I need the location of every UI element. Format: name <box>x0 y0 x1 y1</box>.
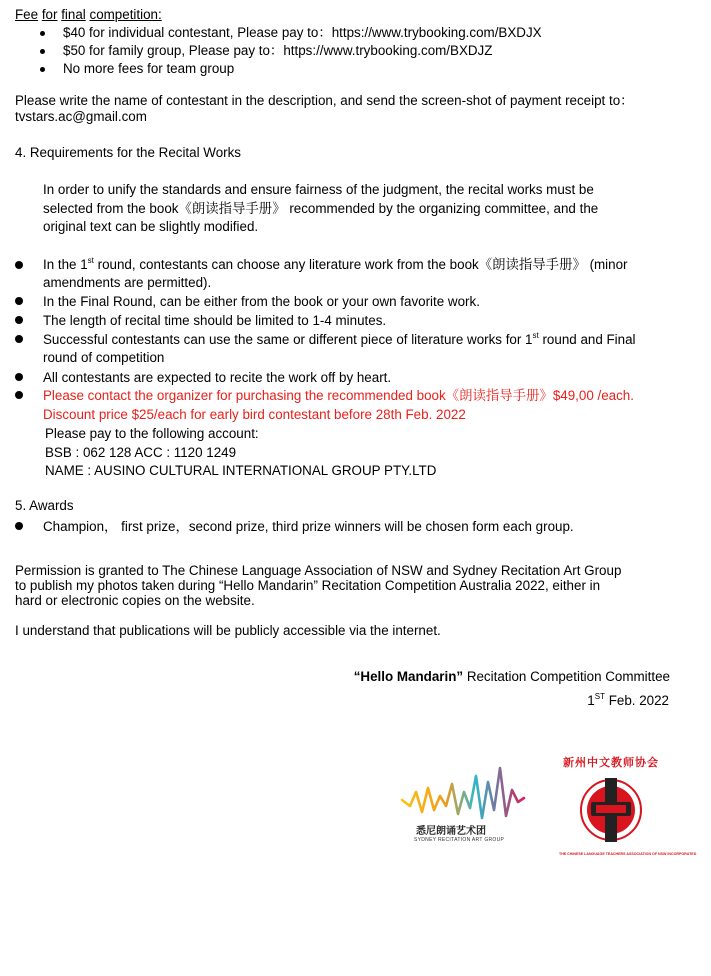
fee-note-email: tvstars.ac@gmail.com <box>15 109 147 124</box>
fee-heading-word: competition: <box>89 7 162 22</box>
bullet-dot <box>15 391 23 399</box>
account-line: BSB : 062 128 ACC : 1120 1249 <box>45 445 237 460</box>
sydney-logo-en: SYDNEY RECITATION ART GROUP <box>414 837 505 843</box>
fee-item-team: No more fees for team group <box>63 61 235 76</box>
requirement-first-round-cont: amendments are permitted). <box>43 275 212 290</box>
account-line: NAME : AUSINO CULTURAL INTERNATIONAL GROUP PTY.LTD <box>45 463 437 478</box>
committee-name <box>354 668 670 686</box>
fee-heading-word: for <box>41 7 58 22</box>
requirement-same-work <box>43 331 636 349</box>
committee-quoted: “Hello Mandarin” <box>353 669 464 684</box>
seal-en-text: THE CHINESE LANGUAGE TEACHERS ASSOCIATION OF NSW INCORPORATED <box>559 852 697 856</box>
section4-heading: 4. Requirements for the Recital Works <box>15 145 241 160</box>
publication-statement: I understand that publications will be publicly accessible via the internet. <box>15 623 441 638</box>
requirement-first-round <box>43 256 628 274</box>
sydney-logo-cn: 悉尼朗诵艺术团 <box>416 826 486 837</box>
section4-intro-line: selected from the book《朗读指导手册》 recommended by the organizing committee, and the <box>43 201 599 216</box>
bullet-dot <box>40 49 45 54</box>
bullet-dot <box>15 316 23 324</box>
seal-cn-text: 新州中文教师协会 <box>563 756 659 769</box>
bullet-dot <box>40 31 45 36</box>
requirement-final-round: In the Final Round, can be either from the book or your own favorite work. <box>43 294 480 309</box>
permission-line: to publish my photos taken during “Hello Mandarin” Recitation Competition Australia 2022, either in <box>15 578 601 593</box>
bullet-dot <box>15 335 23 343</box>
fee-item-individual: $40 for individual contestant, Please pay to：https://www.trybooking.com/BXDJX <box>63 25 542 40</box>
signature-date <box>587 692 669 710</box>
date-text: 1 <box>587 693 595 708</box>
seal-emblem-icon <box>555 754 697 866</box>
bullet-dot <box>15 261 23 269</box>
superscript: ST <box>594 691 605 701</box>
bullet-dot <box>15 373 23 381</box>
requirement-time: The length of recital time should be limited to 1-4 minutes. <box>43 313 387 328</box>
requirement-text: Successful contestants can use the same or different piece of literature works for 1 <box>43 332 533 347</box>
sydney-recitation-logo <box>398 762 528 846</box>
awards-item: Champion， first prize，second prize, third prize winners will be chosen form each group. <box>43 519 574 534</box>
section4-intro-line: original text can be slightly modified. <box>43 219 259 234</box>
teachers-association-seal <box>555 754 697 866</box>
requirement-same-work-cont: round of competition <box>43 350 165 365</box>
fee-item-family: $50 for family group, Please pay to：https://www.trybooking.com/BXDJZ <box>63 43 493 58</box>
permission-line: hard or electronic copies on the website. <box>15 593 255 608</box>
book-purchase-notice: Please contact the organizer for purchasing the recommended book《朗读指导手册》$49,00 /each. <box>43 388 634 403</box>
superscript: st <box>87 255 94 265</box>
fee-heading-word: Fee <box>15 7 39 22</box>
early-bird-discount: Discount price $25/each for early bird contestant before 28th Feb. 2022 <box>43 407 466 422</box>
section4-intro-line: In order to unify the standards and ensure fairness of the judgment, the recital works must be <box>43 182 594 197</box>
bullet-dot <box>40 67 45 72</box>
bullet-dot <box>15 297 23 305</box>
fee-heading <box>15 6 162 24</box>
bullet-dot <box>15 522 23 530</box>
section5-heading: 5. Awards <box>15 498 74 513</box>
superscript: st <box>532 330 539 340</box>
requirement-text: In the 1 <box>43 257 88 272</box>
requirement-text: round, contestants can choose any literature work from the book《朗读指导手册》 (minor <box>93 257 628 272</box>
permission-line: Permission is granted to The Chinese Language Association of NSW and Sydney Recitation Art Group <box>15 563 622 578</box>
fee-heading-word: final <box>61 7 86 22</box>
account-line: Please pay to the following account: <box>45 426 259 441</box>
fee-note-line: Please write the name of contestant in the description, and send the screen-shot of payment receipt to： <box>15 93 634 108</box>
requirement-text: round and Final <box>538 332 636 347</box>
requirement-by-heart: All contestants are expected to recite the work off by heart. <box>43 370 392 385</box>
date-text: Feb. 2022 <box>604 693 669 708</box>
committee-rest: Recitation Competition Committee <box>463 669 670 684</box>
soundwave-icon <box>398 762 528 822</box>
